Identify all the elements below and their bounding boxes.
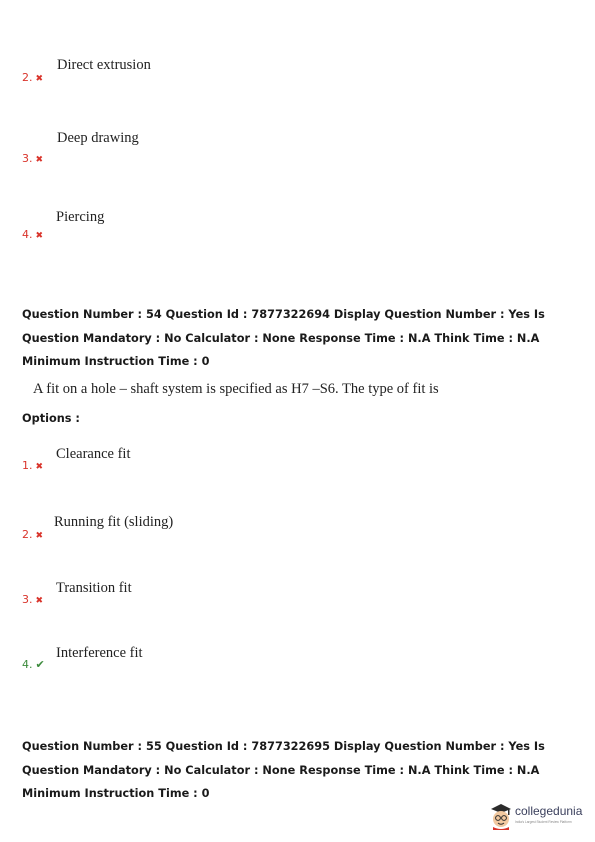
wrong-mark-icon: ✖ (35, 74, 44, 84)
options-label: Options : (22, 412, 80, 425)
option-number: 4. ✔ (22, 658, 45, 671)
wrong-mark-icon: ✖ (35, 155, 44, 165)
option-number: 2. ✖ (22, 528, 44, 541)
correct-mark-icon: ✔ (35, 658, 45, 671)
logo-name: collegedunia (515, 804, 583, 818)
wrong-mark-icon: ✖ (35, 596, 44, 606)
question-55-meta: Question Number : 55 Question Id : 7877322695 Display Question Number : Yes Is Question Mandatory : No Calculator : None Response Time : N.A Think Time : N.A Minimum Instruction Time : 0 (22, 740, 545, 800)
option-number: 2. ✖ (22, 71, 44, 84)
question-54-text: A fit on a hole – shaft system is specified as H7 –S6. The type of fit is (33, 381, 439, 397)
option-text: Piercing (56, 209, 105, 225)
question-54-meta: Question Number : 54 Question Id : 7877322694 Display Question Number : Yes Is Question Mandatory : No Calculator : None Response Time : N.A Think Time : N.A Minimum Instruction Time : 0 (22, 308, 545, 368)
wrong-mark-icon: ✖ (35, 231, 44, 241)
wrong-mark-icon: ✖ (35, 462, 44, 472)
option-text: Transition fit (56, 580, 132, 596)
collegedunia-logo (488, 800, 588, 830)
option-text: Interference fit (56, 645, 143, 661)
option-number: 3. ✖ (22, 152, 44, 165)
logo-tagline: India's Largest Student Review Platform (515, 820, 572, 824)
option-text: Deep drawing (57, 130, 139, 146)
option-number: 4. ✖ (22, 228, 44, 241)
option-text: Running fit (sliding) (54, 514, 174, 530)
option-number: 1. ✖ (22, 459, 44, 472)
option-number: 3. ✖ (22, 593, 44, 606)
wrong-mark-icon: ✖ (35, 531, 44, 541)
mascot-icon (488, 800, 514, 830)
option-text: Direct extrusion (57, 57, 151, 73)
option-text: Clearance fit (56, 446, 131, 462)
